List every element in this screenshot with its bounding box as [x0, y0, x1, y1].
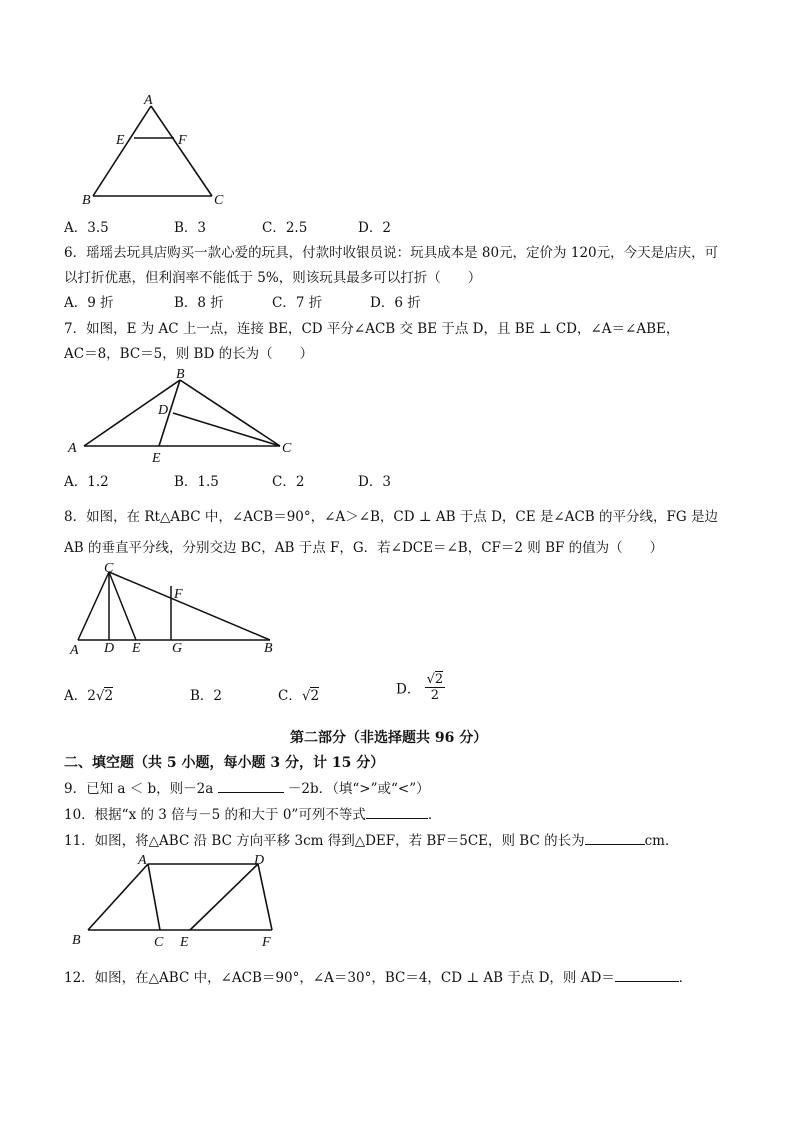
q12-answer-blank[interactable] [615, 967, 679, 982]
q10-answer-blank[interactable] [366, 804, 428, 819]
label-c: C [104, 561, 114, 576]
q8-choice-b: B．2 [190, 688, 223, 704]
q10-text-pre: 10．根据“x 的 3 倍与－5 的和大于 0”可列不等式 [64, 807, 366, 823]
q8-choice-c-radicand: 2 [310, 688, 320, 704]
q11-text-post: cm． [644, 833, 679, 849]
fraction-denominator: 2 [430, 688, 440, 703]
sqrt-sign: √ [95, 688, 105, 704]
q7-choice-a: A．1.2 [64, 474, 109, 490]
q12-text-post: ． [678, 970, 693, 986]
q7-choice-b: B．1.5 [174, 474, 219, 490]
label-e: E [116, 133, 125, 148]
q6-line-2: 以打折优惠，但利润率不能低于 5%，则该玩具最多可以打折（ ） [64, 270, 482, 286]
q11-translation-figure [64, 848, 284, 952]
q7-choice-c: C．2 [272, 474, 305, 490]
q8-line-1: 8．如图，在 Rt△ABC 中，∠ACB＝90°，∠A＞∠B，CD ⊥ AB 于点 D，CE 是∠ACB 的平分线，FG 是边 [64, 509, 718, 525]
q6-line-1: 6．瑶瑶去玩具店购买一款心爱的玩具，付款时收银员说：玩具成本是 80元，定价为 120元，今天是店庆，可 [64, 245, 719, 261]
label-b: B [72, 933, 81, 948]
q9 [64, 777, 430, 797]
q6-choice-d: D．6 折 [370, 295, 421, 311]
q9-text-post: －2b．（填“>”或“<”） [287, 781, 430, 797]
label-d: D [254, 853, 265, 868]
label-a: A [138, 853, 147, 868]
label-a: A [144, 93, 153, 108]
q11-text-pre: 11．如图，将△ABC 沿 BC 方向平移 3cm 得到△DEF，若 BF＝5CE，则 BC 的长为 [64, 833, 585, 849]
label-f: F [178, 133, 187, 148]
q7-line-2: AC＝8，BC＝5，则 BD 的长为（ ） [64, 346, 314, 362]
label-c: C [214, 193, 224, 208]
q8-choice-c [278, 684, 319, 704]
sqrt-sign: √ [426, 672, 435, 687]
q11 [64, 829, 678, 849]
label-b: B [264, 641, 273, 656]
q5-choice-b: B．3 [174, 220, 207, 236]
q8-choice-c-text: C． [278, 688, 302, 704]
label-f: F [262, 935, 271, 950]
q6-choice-a: A．9 折 [64, 295, 114, 311]
q8-choice-d [396, 672, 445, 703]
label-a: A [68, 441, 77, 456]
label-d: D [158, 403, 169, 418]
q12-text-pre: 12．如图，在△ABC 中，∠ACB＝90°，∠A＝30°，BC＝4，CD ⊥ AB 于点 D，则 AD＝ [64, 970, 615, 986]
q9-answer-blank[interactable] [218, 778, 284, 793]
fraction-numerator [425, 672, 446, 688]
q7-triangle-figure [64, 366, 304, 466]
part-two-title: 第二部分（非选择题共 96 分） [290, 730, 488, 746]
q10-text-post: ． [427, 807, 442, 823]
label-d: D [104, 641, 115, 656]
fraction [425, 672, 446, 703]
q8-choice-d-radicand: 2 [434, 672, 444, 687]
q8-choice-a [64, 684, 113, 704]
fill-in-section-heading: 二、填空题（共 5 小题，每小题 3 分，计 15 分） [64, 755, 385, 771]
q8-choice-a-text: A．2 [64, 688, 96, 704]
q12 [64, 966, 692, 986]
q8-line-2: AB 的垂直平分线，分别交边 BC，AB 于点 F，G．若∠DCE＝∠B，CF＝2 则 BF 的值为（ ） [64, 540, 664, 556]
label-f: F [174, 587, 183, 602]
label-c: C [282, 441, 292, 456]
q6-choice-b: B．8 折 [174, 295, 224, 311]
label-g: G [172, 641, 183, 656]
q11-answer-blank[interactable] [585, 830, 645, 845]
q9-text-pre: 9．已知 a ＜ b，则－2a [64, 781, 214, 797]
label-b: B [82, 193, 91, 208]
q5-choice-a: A．3.5 [64, 220, 109, 236]
label-b: B [176, 367, 185, 382]
label-e: E [152, 451, 161, 466]
label-a: A [70, 643, 79, 658]
sqrt-sign: √ [301, 688, 311, 704]
q8-choice-d-text: D． [396, 681, 421, 698]
q7-choice-d: D．3 [358, 474, 391, 490]
label-e: E [132, 641, 141, 656]
q10 [64, 803, 441, 823]
q6-choice-c: C．7 折 [272, 295, 323, 311]
label-e: E [180, 935, 189, 950]
q5-choice-d: D．2 [358, 220, 391, 236]
triangle-aef-figure [78, 92, 238, 210]
q8-right-triangle-figure [64, 560, 284, 660]
q8-choice-a-radicand: 2 [104, 688, 114, 704]
q5-choice-c: C．2.5 [262, 220, 308, 236]
q7-line-1: 7．如图，E 为 AC 上一点，连接 BE，CD 平分∠ACB 交 BE 于点 D，且 BE ⊥ CD，∠A＝∠ABE， [64, 321, 680, 337]
label-c: C [154, 935, 164, 950]
